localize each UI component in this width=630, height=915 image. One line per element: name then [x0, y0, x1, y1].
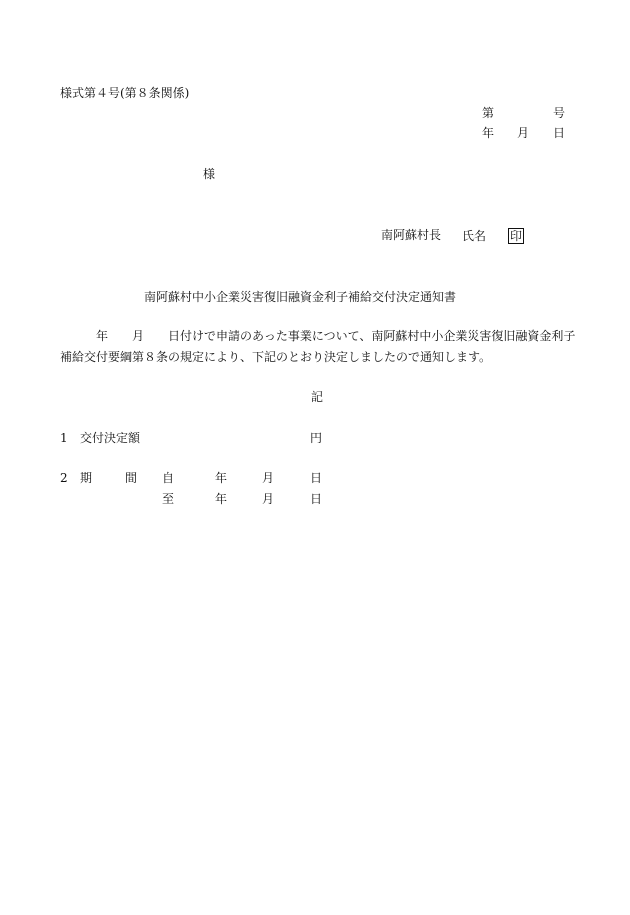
- doc-number-prefix: 第: [482, 106, 495, 120]
- date-month: 月: [517, 126, 530, 140]
- date-year: 年: [482, 126, 495, 140]
- body-year: 年: [96, 329, 109, 343]
- doc-number-suffix: 号: [553, 106, 566, 120]
- seal-stamp: 印: [510, 229, 523, 243]
- period-to-day: 日: [310, 492, 323, 506]
- period-from-day: 日: [310, 471, 323, 485]
- body-line1: 日付けで申請のあった事業について、南阿蘇村中小企業災害復旧融資金利子: [168, 329, 576, 343]
- document-title: 南阿蘇村中小企業災害復旧融資金利子補給交付決定通知書: [144, 290, 457, 304]
- item1-label: 交付決定額: [80, 431, 141, 445]
- period-from-month: 月: [262, 471, 275, 485]
- item1-number: 1: [60, 431, 68, 445]
- period-to-month: 月: [262, 492, 275, 506]
- period-from-label: 自: [162, 471, 175, 485]
- name-label: 氏名: [462, 229, 487, 243]
- period-to-label: 至: [162, 492, 175, 506]
- period-to-year: 年: [215, 492, 228, 506]
- item1-unit: 円: [310, 431, 323, 445]
- form-number: 様式第４号(第８条関係): [60, 86, 190, 100]
- body-month: 月: [132, 329, 145, 343]
- ki-heading: 記: [311, 390, 324, 404]
- item2-label-b: 間: [125, 471, 138, 485]
- period-from-year: 年: [215, 471, 228, 485]
- item2-number: 2: [60, 471, 68, 485]
- issuer-title: 南阿蘇村長: [381, 228, 442, 242]
- item2-label-a: 期: [80, 471, 93, 485]
- issuer-name-area: [462, 228, 524, 244]
- body-line2: 補給交付要綱第８条の規定により、下記のとおり決定しましたので通知します。: [60, 350, 492, 364]
- date-day: 日: [553, 126, 566, 140]
- addressee-suffix: 様: [203, 167, 216, 181]
